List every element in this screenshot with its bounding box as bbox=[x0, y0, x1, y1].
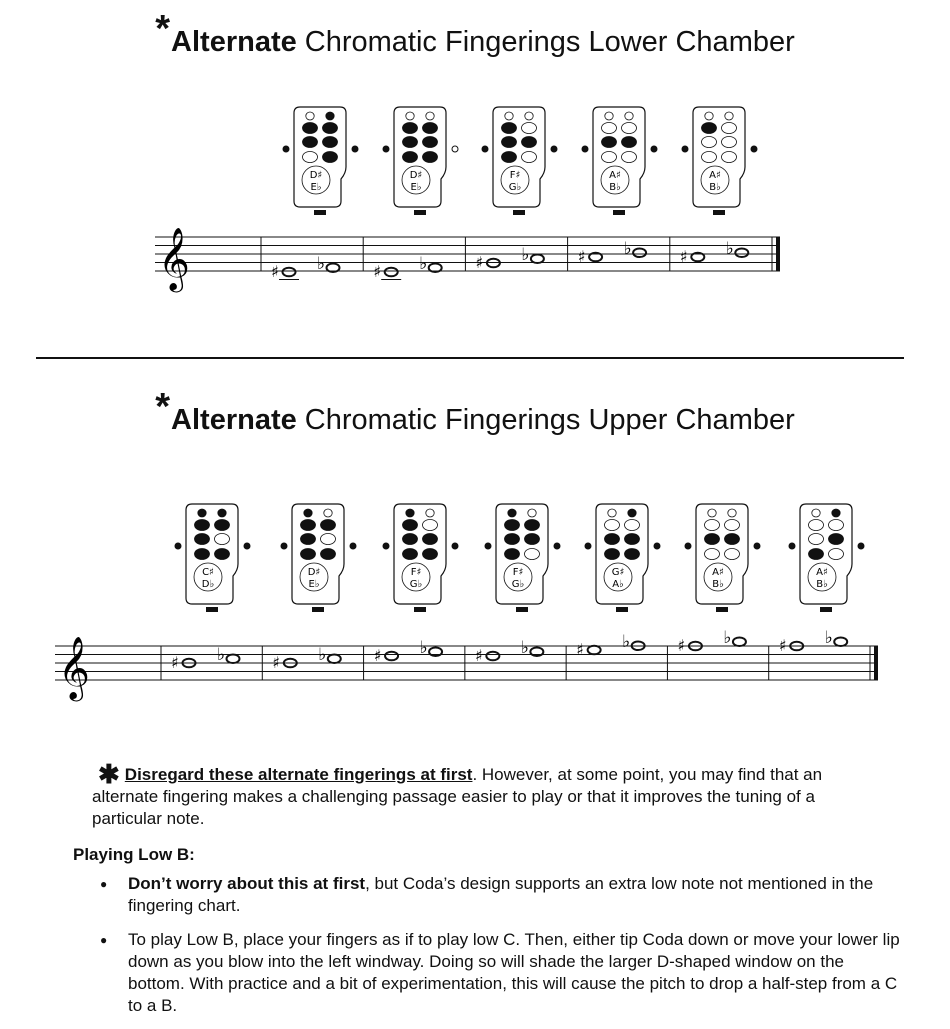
sharp-sign: ♯ bbox=[677, 636, 686, 655]
whole-note bbox=[588, 646, 601, 655]
closed-hole bbox=[323, 152, 338, 163]
open-hole bbox=[625, 520, 640, 531]
music-staff bbox=[155, 227, 780, 293]
note-name-bottom: G♭ bbox=[409, 579, 423, 590]
open-hole bbox=[605, 112, 613, 120]
fingering-diagram bbox=[482, 107, 557, 215]
mouthpiece-tab bbox=[206, 607, 218, 612]
closed-hole bbox=[215, 520, 230, 531]
open-hole bbox=[303, 152, 318, 163]
closed-hole bbox=[403, 123, 418, 134]
whole-note bbox=[834, 637, 847, 646]
closed-hole bbox=[323, 123, 338, 134]
upper-chamber-chart bbox=[0, 470, 950, 740]
mouthpiece-tab bbox=[414, 607, 426, 612]
open-hole bbox=[705, 520, 720, 531]
note-name-bottom: D♭ bbox=[201, 579, 215, 590]
bullet-bold: Don’t worry about this at first bbox=[128, 874, 366, 893]
open-hole bbox=[522, 152, 537, 163]
flat-sign: ♭ bbox=[520, 638, 529, 658]
open-hole bbox=[525, 549, 540, 560]
open-hole bbox=[215, 534, 230, 545]
open-hole bbox=[622, 123, 637, 134]
open-hole bbox=[722, 123, 737, 134]
whole-note bbox=[633, 248, 646, 257]
note-name-bottom: G♭ bbox=[508, 182, 522, 193]
note-name-bottom: E♭ bbox=[410, 182, 422, 193]
fingering-diagram bbox=[485, 504, 560, 612]
low-b-list bbox=[100, 873, 900, 1029]
final-barline-thick bbox=[874, 646, 878, 680]
fingering-diagram bbox=[383, 107, 458, 215]
mouthpiece-tab bbox=[716, 607, 728, 612]
mouthpiece-tab bbox=[314, 210, 326, 215]
note-name-top: D♯ bbox=[309, 170, 323, 181]
open-hole bbox=[622, 152, 637, 163]
list-item bbox=[100, 929, 900, 1017]
thumb-hole-left bbox=[789, 543, 795, 549]
open-hole bbox=[324, 509, 332, 517]
fingering-diagram bbox=[383, 504, 458, 612]
flat-sign: ♭ bbox=[622, 632, 631, 652]
fingering-diagram bbox=[585, 504, 660, 612]
closed-hole bbox=[602, 137, 617, 148]
open-hole bbox=[426, 112, 434, 120]
closed-hole bbox=[502, 137, 517, 148]
music-staff bbox=[55, 628, 878, 702]
title-bold-word: Alternate bbox=[171, 26, 297, 58]
thumb-hole-right bbox=[554, 543, 560, 549]
treble-clef: 𝄞 bbox=[158, 227, 190, 290]
open-hole bbox=[829, 549, 844, 560]
closed-hole bbox=[406, 509, 414, 517]
closed-hole bbox=[625, 549, 640, 560]
closed-hole bbox=[403, 520, 418, 531]
closed-hole bbox=[423, 152, 438, 163]
section-divider bbox=[36, 357, 904, 359]
note-name-bottom: A♭ bbox=[612, 579, 624, 590]
flat-sign: ♭ bbox=[824, 628, 833, 648]
thumb-hole-left bbox=[582, 146, 588, 152]
sharp-sign: ♯ bbox=[679, 247, 688, 266]
disclaimer-paragraph bbox=[92, 760, 882, 830]
open-hole bbox=[722, 137, 737, 148]
lower-chamber-title bbox=[0, 8, 950, 61]
fingering-diagram bbox=[175, 504, 250, 612]
closed-hole bbox=[403, 137, 418, 148]
closed-hole bbox=[502, 152, 517, 163]
open-hole bbox=[722, 152, 737, 163]
closed-hole bbox=[195, 549, 210, 560]
closed-hole bbox=[403, 152, 418, 163]
closed-hole bbox=[705, 534, 720, 545]
mouthpiece-tab bbox=[820, 607, 832, 612]
thumb-hole-left bbox=[682, 146, 688, 152]
thumb-hole-right bbox=[551, 146, 557, 152]
title-asterisk: * bbox=[155, 8, 171, 50]
open-hole bbox=[525, 112, 533, 120]
sharp-sign: ♯ bbox=[171, 653, 179, 672]
mouthpiece-tab bbox=[414, 210, 426, 215]
thumb-hole-left bbox=[383, 146, 389, 152]
note-name-top: C♯ bbox=[202, 567, 214, 578]
thumb-hole-right bbox=[452, 543, 458, 549]
closed-hole bbox=[702, 123, 717, 134]
title-text: Chromatic Fingerings Upper Chamber bbox=[296, 404, 795, 436]
note-name-top: D♯ bbox=[409, 170, 423, 181]
sharp-sign: ♯ bbox=[577, 247, 586, 266]
closed-hole bbox=[215, 549, 230, 560]
mouthpiece-tab bbox=[312, 607, 324, 612]
closed-hole bbox=[725, 534, 740, 545]
note-name-bottom: E♭ bbox=[308, 579, 320, 590]
whole-note bbox=[486, 652, 499, 661]
closed-hole bbox=[525, 520, 540, 531]
thumb-hole-right bbox=[751, 146, 757, 152]
closed-hole bbox=[832, 509, 840, 517]
whole-note bbox=[328, 654, 341, 663]
thumb-hole-right bbox=[244, 543, 250, 549]
disclaimer-text: . However, at some point, you may find that an alternate fingering makes a challenging passage easier to play or that it improves the tuning of a particular note. bbox=[92, 765, 823, 828]
thumb-hole-right bbox=[452, 146, 458, 152]
thumb-hole-right bbox=[651, 146, 657, 152]
bullet-text: , but Coda’s design supports an extra low note not mentioned in the fingering chart. bbox=[128, 874, 874, 915]
flat-sign: ♭ bbox=[521, 245, 530, 265]
closed-hole bbox=[505, 534, 520, 545]
closed-hole bbox=[502, 123, 517, 134]
mouthpiece-tab bbox=[616, 607, 628, 612]
note-name-bottom: E♭ bbox=[310, 182, 322, 193]
closed-hole bbox=[505, 520, 520, 531]
open-hole bbox=[522, 123, 537, 134]
title-asterisk: * bbox=[155, 386, 171, 428]
closed-hole bbox=[195, 534, 210, 545]
thumb-hole-right bbox=[654, 543, 660, 549]
closed-hole bbox=[622, 137, 637, 148]
open-hole bbox=[702, 152, 717, 163]
closed-hole bbox=[218, 509, 226, 517]
open-hole bbox=[809, 534, 824, 545]
open-hole bbox=[829, 520, 844, 531]
closed-hole bbox=[809, 549, 824, 560]
note-name-top: G♯ bbox=[611, 567, 625, 578]
closed-hole bbox=[423, 123, 438, 134]
flat-sign: ♭ bbox=[317, 254, 326, 274]
flat-sign: ♭ bbox=[419, 254, 428, 274]
sharp-sign: ♯ bbox=[475, 253, 484, 272]
open-hole bbox=[426, 509, 434, 517]
thumb-hole-right bbox=[754, 543, 760, 549]
note-name-top: D♯ bbox=[307, 567, 321, 578]
open-hole bbox=[728, 509, 736, 517]
open-hole bbox=[708, 509, 716, 517]
closed-hole bbox=[628, 509, 636, 517]
flat-sign: ♭ bbox=[217, 645, 226, 665]
closed-hole bbox=[505, 549, 520, 560]
thumb-hole-left bbox=[482, 146, 488, 152]
note-name-top: A♯ bbox=[709, 170, 721, 181]
open-hole bbox=[725, 520, 740, 531]
sharp-sign: ♯ bbox=[373, 646, 382, 665]
closed-hole bbox=[522, 137, 537, 148]
open-hole bbox=[705, 112, 713, 120]
open-hole bbox=[605, 520, 620, 531]
mouthpiece-tab bbox=[713, 210, 725, 215]
mouthpiece-tab bbox=[516, 607, 528, 612]
closed-hole bbox=[304, 509, 312, 517]
whole-note bbox=[385, 652, 398, 661]
note-name-bottom: B♭ bbox=[816, 579, 828, 590]
closed-hole bbox=[423, 549, 438, 560]
note-name-bottom: B♭ bbox=[712, 579, 724, 590]
sharp-sign: ♯ bbox=[373, 262, 381, 281]
closed-hole bbox=[321, 520, 336, 531]
thumb-hole-left bbox=[383, 543, 389, 549]
final-barline-thick bbox=[776, 237, 780, 271]
disclaimer-bold: Disregard these alternate fingerings at first bbox=[124, 765, 473, 784]
closed-hole bbox=[605, 549, 620, 560]
note-name-bottom: B♭ bbox=[609, 182, 621, 193]
flat-sign: ♭ bbox=[725, 239, 734, 259]
closed-hole bbox=[423, 137, 438, 148]
fingering-diagram bbox=[682, 107, 757, 215]
sharp-sign: ♯ bbox=[271, 262, 279, 281]
open-hole bbox=[528, 509, 536, 517]
thumb-hole-left bbox=[585, 543, 591, 549]
flat-sign: ♭ bbox=[419, 638, 428, 658]
open-hole bbox=[602, 152, 617, 163]
open-hole bbox=[702, 137, 717, 148]
open-hole bbox=[725, 549, 740, 560]
whole-note bbox=[735, 248, 748, 257]
note-name-top: A♯ bbox=[816, 567, 828, 578]
open-hole bbox=[321, 534, 336, 545]
note-name-top: F♯ bbox=[410, 567, 422, 578]
open-hole bbox=[725, 112, 733, 120]
closed-hole bbox=[403, 549, 418, 560]
asterisk-icon: ✱ bbox=[98, 759, 120, 789]
closed-hole bbox=[301, 520, 316, 531]
open-hole bbox=[505, 112, 513, 120]
note-name-top: A♯ bbox=[609, 170, 621, 181]
fingering-diagram bbox=[281, 504, 356, 612]
open-hole bbox=[423, 520, 438, 531]
thumb-hole-right bbox=[352, 146, 358, 152]
low-b-heading: Playing Low B: bbox=[73, 845, 195, 864]
closed-hole bbox=[326, 112, 334, 120]
closed-hole bbox=[303, 137, 318, 148]
closed-hole bbox=[403, 534, 418, 545]
fingering-diagram bbox=[283, 107, 358, 215]
open-hole bbox=[306, 112, 314, 120]
open-hole bbox=[705, 549, 720, 560]
note-name-top: A♯ bbox=[712, 567, 724, 578]
closed-hole bbox=[423, 534, 438, 545]
closed-hole bbox=[301, 549, 316, 560]
closed-hole bbox=[321, 549, 336, 560]
closed-hole bbox=[625, 534, 640, 545]
note-name-bottom: G♭ bbox=[511, 579, 525, 590]
sharp-sign: ♯ bbox=[576, 640, 584, 659]
thumb-hole-left bbox=[283, 146, 289, 152]
thumb-hole-left bbox=[281, 543, 287, 549]
title-bold-word: Alternate bbox=[171, 404, 297, 436]
lower-chamber-chart bbox=[0, 75, 950, 375]
thumb-hole-left bbox=[175, 543, 181, 549]
whole-note bbox=[531, 254, 544, 263]
closed-hole bbox=[508, 509, 516, 517]
note-name-top: F♯ bbox=[512, 567, 524, 578]
open-hole bbox=[406, 112, 414, 120]
thumb-hole-left bbox=[685, 543, 691, 549]
mouthpiece-tab bbox=[513, 210, 525, 215]
mouthpiece-tab bbox=[613, 210, 625, 215]
flat-sign: ♭ bbox=[623, 239, 632, 259]
whole-note bbox=[385, 268, 398, 277]
closed-hole bbox=[198, 509, 206, 517]
bullet-text: To play Low B, place your fingers as if to play low C. Then, either tip Coda down or move your lower lip down as you blow into the left windway. Doing so will shade the larger D-shaped window on the bottom. With practice and a bit of experimentation, this will cause the pitch to drop a half-step from a C to a B. bbox=[128, 930, 900, 1015]
flat-sign: ♭ bbox=[318, 645, 327, 665]
fingering-diagram bbox=[685, 504, 760, 612]
thumb-hole-left bbox=[485, 543, 491, 549]
thumb-hole-right bbox=[858, 543, 864, 549]
fingering-diagram bbox=[582, 107, 657, 215]
open-hole bbox=[809, 520, 824, 531]
closed-hole bbox=[829, 534, 844, 545]
closed-hole bbox=[525, 534, 540, 545]
open-hole bbox=[812, 509, 820, 517]
closed-hole bbox=[303, 123, 318, 134]
whole-note bbox=[227, 654, 240, 663]
closed-hole bbox=[605, 534, 620, 545]
whole-note bbox=[733, 637, 746, 646]
closed-hole bbox=[323, 137, 338, 148]
list-item bbox=[100, 873, 900, 917]
sharp-sign: ♯ bbox=[474, 646, 483, 665]
thumb-hole-right bbox=[350, 543, 356, 549]
fingering-diagram bbox=[789, 504, 864, 612]
upper-chamber-title bbox=[0, 386, 950, 439]
open-hole bbox=[608, 509, 616, 517]
flat-sign: ♭ bbox=[723, 628, 732, 648]
title-text: Chromatic Fingerings Lower Chamber bbox=[296, 26, 795, 58]
open-hole bbox=[602, 123, 617, 134]
sharp-sign: ♯ bbox=[778, 636, 787, 655]
open-hole bbox=[625, 112, 633, 120]
note-name-bottom: B♭ bbox=[709, 182, 721, 193]
note-name-top: F♯ bbox=[509, 170, 521, 181]
treble-clef: 𝄞 bbox=[58, 636, 90, 699]
sharp-sign: ♯ bbox=[272, 653, 281, 672]
whole-note bbox=[283, 268, 296, 277]
closed-hole bbox=[301, 534, 316, 545]
closed-hole bbox=[195, 520, 210, 531]
